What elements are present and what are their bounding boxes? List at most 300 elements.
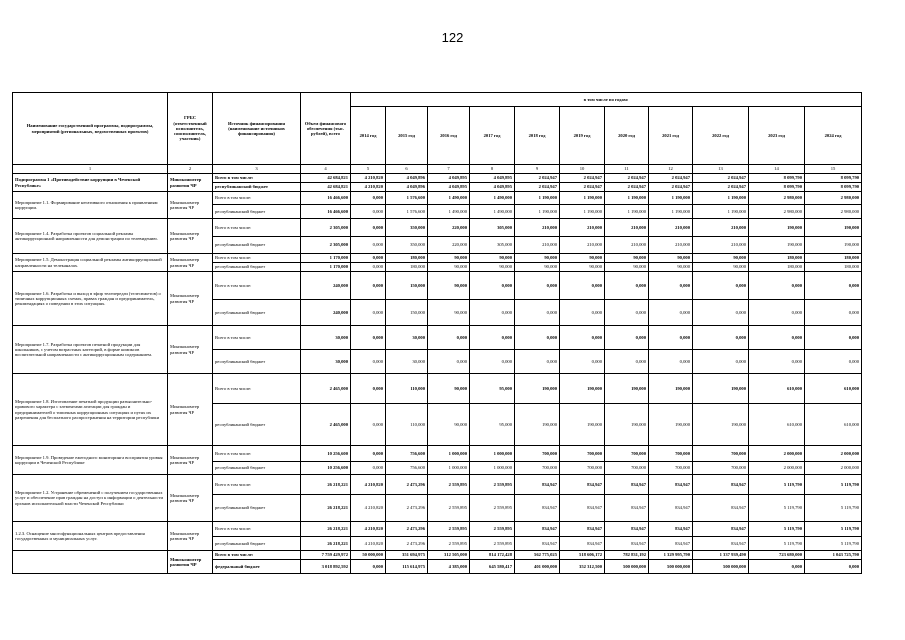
- header-years-group: в том числе по годам:: [351, 93, 862, 107]
- funding-source: Всего в том числе:: [213, 446, 301, 462]
- year-value-cell: 2 024,947: [693, 174, 749, 183]
- year-value-cell: 190,000: [605, 374, 649, 404]
- year-value-cell: 645 580,417: [470, 560, 515, 574]
- year-value-cell: 90,000: [560, 263, 605, 272]
- year-value-cell: 1 490,000: [428, 205, 470, 219]
- year-value-cell: 700,000: [515, 462, 560, 475]
- year-value-cell: 834,947: [605, 475, 649, 495]
- year-value-cell: 700,000: [560, 446, 605, 462]
- year-value-cell: 2 559,895: [470, 495, 515, 522]
- year-value-cell: 180,000: [386, 263, 428, 272]
- page-number: 122: [441, 30, 464, 45]
- year-value-cell: 834,947: [649, 475, 693, 495]
- year-value-cell: 0,000: [351, 237, 386, 254]
- year-value-cell: 180,000: [386, 254, 428, 263]
- year-value-cell: 190,000: [805, 237, 862, 254]
- year-value-cell: 1 000,000: [470, 446, 515, 462]
- year-value-cell: 180,000: [805, 263, 862, 272]
- measure-name: Мероприятие 1.2. Устранение обременений с получением государственных услуг и обеспечение прав граждан на доступ к информации о деятельности органов исполнительной власти Чеченской Республики: [13, 475, 168, 522]
- table-row: [13, 254, 862, 263]
- year-value-cell: 0,000: [351, 374, 386, 404]
- year-value-cell: 2 473,296: [386, 475, 428, 495]
- total-cell: 42 684,821: [301, 183, 351, 192]
- year-value-cell: 90,000: [649, 254, 693, 263]
- measure-name: 1.2.3. Оснащение многофункциональных центров предоставления государственных и муниципальных услуг.: [13, 522, 168, 551]
- grbs-cell: Минэкономтер развития ЧР: [168, 374, 213, 446]
- header-year: 2022 год: [693, 107, 749, 165]
- table-row: [13, 551, 862, 560]
- funding-source: Всего в том числе:: [213, 326, 301, 350]
- year-value-cell: 2 980,000: [805, 205, 862, 219]
- year-value-cell: 1 490,000: [428, 192, 470, 205]
- table-row: [13, 272, 862, 300]
- year-value-cell: 0,000: [805, 560, 862, 574]
- column-index: 12: [649, 165, 693, 174]
- table-row: [13, 475, 862, 495]
- year-value-cell: 2 980,000: [805, 192, 862, 205]
- year-value-cell: 0,000: [649, 272, 693, 300]
- year-value-cell: 2 559,895: [470, 522, 515, 537]
- year-value-cell: 90,000: [515, 254, 560, 263]
- year-value-cell: 90,000: [470, 254, 515, 263]
- year-value-cell: 834,947: [693, 495, 749, 522]
- year-value-cell: 0,000: [749, 350, 805, 374]
- year-value-cell: 700,000: [515, 446, 560, 462]
- measure-name: Мероприятие 1.4. Разработка проектов социальной рекламы антикоррупционной направленности для демонстрации по телевидению.: [13, 219, 168, 254]
- year-value-cell: 0,000: [749, 300, 805, 326]
- year-value-cell: 2 024,947: [515, 174, 560, 183]
- year-value-cell: 2 024,947: [560, 174, 605, 183]
- total-cell: 2 305,000: [301, 219, 351, 237]
- year-value-cell: 0,000: [470, 326, 515, 350]
- year-value-cell: 0,000: [351, 350, 386, 374]
- year-value-cell: 834,947: [605, 522, 649, 537]
- year-value-cell: 30,000: [386, 350, 428, 374]
- year-value-cell: 2 473,296: [386, 537, 428, 551]
- year-value-cell: 190,000: [560, 404, 605, 446]
- year-value-cell: 1 190,000: [693, 192, 749, 205]
- year-value-cell: 4 385,000: [428, 560, 470, 574]
- total-cell: 10 256,600: [301, 462, 351, 475]
- year-value-cell: 2 024,947: [605, 174, 649, 183]
- year-value-cell: 0,000: [515, 350, 560, 374]
- year-value-cell: 723 680,000: [749, 551, 805, 560]
- measure-name: Подпрограмма 1 «Противодействие коррупции в Чеченской Республике»: [13, 174, 168, 192]
- year-value-cell: 190,000: [649, 404, 693, 446]
- year-value-cell: 610,000: [805, 374, 862, 404]
- year-value-cell: 500 000,000: [605, 560, 649, 574]
- year-value-cell: 4 210,820: [351, 495, 386, 522]
- funding-source: Всего в том числе:: [213, 192, 301, 205]
- year-value-cell: 4 049,895: [470, 183, 515, 192]
- year-value-cell: 0,000: [749, 326, 805, 350]
- table-row: [13, 174, 862, 183]
- year-value-cell: 350,000: [386, 219, 428, 237]
- year-value-cell: 518 606,172: [560, 551, 605, 560]
- measure-name: [13, 551, 168, 574]
- year-value-cell: 700,000: [693, 462, 749, 475]
- year-value-cell: 834,947: [649, 495, 693, 522]
- year-value-cell: 5 119,790: [749, 537, 805, 551]
- year-value-cell: 0,000: [649, 326, 693, 350]
- year-value-cell: 2 024,947: [649, 183, 693, 192]
- grbs-cell: Минэкономтер развития ЧР: [168, 446, 213, 475]
- grbs-cell: Минэкономтер развития ЧР: [168, 272, 213, 326]
- year-value-cell: 190,000: [693, 404, 749, 446]
- year-value-cell: 834,947: [649, 522, 693, 537]
- year-value-cell: 190,000: [515, 374, 560, 404]
- year-value-cell: 1 190,000: [649, 192, 693, 205]
- funding-source: республиканский бюджет: [213, 495, 301, 522]
- year-value-cell: 401 000,000: [515, 560, 560, 574]
- year-value-cell: 4 210,820: [351, 183, 386, 192]
- year-value-cell: 2 000,000: [805, 446, 862, 462]
- year-value-cell: 0,000: [351, 205, 386, 219]
- header-grbs: ГРБС (ответственный исполнитель, соисполнитель, участник): [168, 93, 213, 165]
- year-value-cell: 210,000: [515, 219, 560, 237]
- year-value-cell: 210,000: [649, 219, 693, 237]
- funding-source: республиканский бюджет: [213, 300, 301, 326]
- header-year: 2017 год: [470, 107, 515, 165]
- year-value-cell: 5 119,790: [749, 495, 805, 522]
- year-value-cell: 0,000: [515, 272, 560, 300]
- year-value-cell: 190,000: [515, 404, 560, 446]
- year-value-cell: 0,000: [560, 272, 605, 300]
- year-value-cell: 1 576,600: [386, 205, 428, 219]
- funding-source: Всего в том числе:: [213, 475, 301, 495]
- year-value-cell: 0,000: [351, 560, 386, 574]
- funding-source: республиканский бюджет: [213, 404, 301, 446]
- year-value-cell: 0,000: [351, 404, 386, 446]
- year-value-cell: 2 024,947: [515, 183, 560, 192]
- year-value-cell: 1 190,000: [693, 205, 749, 219]
- year-value-cell: 4 049,895: [470, 174, 515, 183]
- year-value-cell: 0,000: [605, 350, 649, 374]
- total-cell: 10 256,600: [301, 446, 351, 462]
- measure-name: Мероприятие 1.7. Разработка проектов печатной продукции для школьников, с учетом возрастных категорий, в форме комиксов воспитательной направленности с антикоррупционным содержанием.: [13, 326, 168, 374]
- year-value-cell: 8 099,790: [805, 174, 862, 183]
- year-value-cell: 2 024,947: [649, 174, 693, 183]
- column-index: 14: [749, 165, 805, 174]
- header-year: 2018 год: [515, 107, 560, 165]
- year-value-cell: 1 190,000: [560, 192, 605, 205]
- grbs-cell: Минэкономтер развития ЧР: [168, 551, 213, 574]
- year-value-cell: 0,000: [749, 272, 805, 300]
- year-value-cell: 2 559,895: [428, 537, 470, 551]
- year-value-cell: 90,000: [560, 254, 605, 263]
- year-value-cell: 4 049,896: [386, 174, 428, 183]
- year-value-cell: 610,000: [749, 374, 805, 404]
- year-value-cell: 110,000: [386, 374, 428, 404]
- funding-source: республиканский бюджет: [213, 205, 301, 219]
- funding-source: республиканский бюджет: [213, 237, 301, 254]
- year-value-cell: 1 576,600: [386, 192, 428, 205]
- header-source: Источник финансирования (наименование источников финансирования): [213, 93, 301, 165]
- year-value-cell: 190,000: [560, 374, 605, 404]
- year-value-cell: 210,000: [649, 237, 693, 254]
- year-value-cell: 2 024,947: [605, 183, 649, 192]
- year-value-cell: 4 049,895: [428, 174, 470, 183]
- year-value-cell: 115 614,975: [386, 560, 428, 574]
- year-value-cell: 90,000: [693, 254, 749, 263]
- year-value-cell: 834,947: [515, 475, 560, 495]
- year-value-cell: 150,000: [386, 300, 428, 326]
- year-value-cell: 220,000: [428, 219, 470, 237]
- column-index: 6: [386, 165, 428, 174]
- year-value-cell: 95,000: [470, 374, 515, 404]
- year-value-cell: 0,000: [428, 350, 470, 374]
- total-cell: 26 218,221: [301, 537, 351, 551]
- column-index: 3: [213, 165, 301, 174]
- measure-name: Мероприятие 1.1. Формирование негативного отношения к проявлениям коррупции.: [13, 192, 168, 219]
- year-value-cell: 834,947: [693, 475, 749, 495]
- year-value-cell: 0,000: [470, 300, 515, 326]
- year-value-cell: 782 831,192: [605, 551, 649, 560]
- table-row: [13, 326, 862, 350]
- total-cell: 16 466,600: [301, 192, 351, 205]
- column-index: 15: [805, 165, 862, 174]
- year-value-cell: 2 024,947: [560, 183, 605, 192]
- year-value-cell: 1 000,000: [428, 462, 470, 475]
- funding-source: федеральный бюджет: [213, 560, 301, 574]
- year-value-cell: 190,000: [649, 374, 693, 404]
- funding-source: Всего в том числе:: [213, 219, 301, 237]
- table-row: [13, 192, 862, 205]
- grbs-cell: Минэкономтер развития ЧР: [168, 174, 213, 192]
- year-value-cell: 2 024,947: [693, 183, 749, 192]
- year-value-cell: 95,000: [470, 404, 515, 446]
- year-value-cell: 700,000: [605, 446, 649, 462]
- table-row: [13, 219, 862, 237]
- year-value-cell: 180,000: [749, 254, 805, 263]
- funding-source: Всего в том числе:: [213, 174, 301, 183]
- year-value-cell: 4 210,820: [351, 522, 386, 537]
- funding-source: республиканский бюджет: [213, 462, 301, 475]
- year-value-cell: 834,947: [560, 522, 605, 537]
- year-value-cell: 210,000: [693, 237, 749, 254]
- column-index: 13: [693, 165, 749, 174]
- year-value-cell: 5 119,790: [805, 475, 862, 495]
- year-value-cell: 0,000: [805, 350, 862, 374]
- year-value-cell: 0,000: [693, 326, 749, 350]
- header-year: 2024 год: [805, 107, 862, 165]
- header-year: 2019 год: [560, 107, 605, 165]
- header-total: Объем финансового обеспечения (тыс. рублей), всего: [301, 93, 351, 165]
- year-value-cell: 210,000: [515, 237, 560, 254]
- year-value-cell: 0,000: [351, 272, 386, 300]
- year-value-cell: 1 490,000: [470, 205, 515, 219]
- year-value-cell: 500 000,000: [693, 560, 749, 574]
- year-value-cell: 305,000: [470, 237, 515, 254]
- year-value-cell: 834,947: [515, 537, 560, 551]
- year-value-cell: 90,000: [428, 374, 470, 404]
- year-value-cell: 150,000: [386, 272, 428, 300]
- year-value-cell: 210,000: [693, 219, 749, 237]
- year-value-cell: 0,000: [693, 272, 749, 300]
- year-value-cell: 0,000: [351, 300, 386, 326]
- year-value-cell: 700,000: [693, 446, 749, 462]
- total-cell: 2 465,000: [301, 404, 351, 446]
- header-year: 2021 год: [649, 107, 693, 165]
- grbs-cell: Минэкономтер развития ЧР: [168, 475, 213, 522]
- year-value-cell: 0,000: [351, 192, 386, 205]
- year-value-cell: 700,000: [605, 462, 649, 475]
- column-index: 1: [13, 165, 168, 174]
- year-value-cell: 0,000: [560, 350, 605, 374]
- year-value-cell: 2 559,895: [470, 537, 515, 551]
- year-value-cell: 190,000: [693, 374, 749, 404]
- year-value-cell: 220,000: [428, 237, 470, 254]
- column-index: 8: [470, 165, 515, 174]
- year-value-cell: 2 559,895: [428, 495, 470, 522]
- measure-name: Мероприятие 1.8. Изготовление печатной продукции разъяснительно-правового характера с элементами агитации для граждан и предпринимателей о типичных коррупционных ситуациях и путях их разрешения для бесплатного распространения на территории республики: [13, 374, 168, 446]
- year-value-cell: 0,000: [351, 263, 386, 272]
- year-value-cell: 1 190,000: [649, 205, 693, 219]
- year-value-cell: 756,600: [386, 446, 428, 462]
- year-value-cell: 756,600: [386, 462, 428, 475]
- year-value-cell: 5 119,790: [749, 522, 805, 537]
- year-value-cell: 90,000: [470, 263, 515, 272]
- year-value-cell: 350,000: [386, 237, 428, 254]
- header-name: Наименование государственной программы, подпрограммы, мероприятий (региональных, ведомственных проектов): [13, 93, 168, 165]
- year-value-cell: 834,947: [605, 495, 649, 522]
- year-value-cell: 190,000: [805, 219, 862, 237]
- total-cell: 3 018 892,592: [301, 560, 351, 574]
- year-value-cell: 180,000: [805, 254, 862, 263]
- year-value-cell: 2 559,895: [470, 475, 515, 495]
- grbs-cell: Минэкономтер развития ЧР: [168, 219, 213, 254]
- year-value-cell: 0,000: [605, 326, 649, 350]
- measure-name: Мероприятие 1.5. Демонстрация социальной рекламы антикоррупционной направленности на телеканалах.: [13, 254, 168, 272]
- year-value-cell: 700,000: [560, 462, 605, 475]
- table-row: [13, 522, 862, 537]
- column-index: 2: [168, 165, 213, 174]
- year-value-cell: 1 190,000: [605, 205, 649, 219]
- total-cell: 240,000: [301, 272, 351, 300]
- year-value-cell: 90,000: [428, 404, 470, 446]
- year-value-cell: 5 119,790: [749, 475, 805, 495]
- budget-table: [12, 92, 862, 574]
- year-value-cell: 1 190,000: [515, 192, 560, 205]
- year-value-cell: 180,000: [749, 263, 805, 272]
- year-value-cell: 610,000: [749, 404, 805, 446]
- year-value-cell: 834,947: [693, 537, 749, 551]
- header-year: 2015 год: [386, 107, 428, 165]
- year-value-cell: 2 000,000: [749, 446, 805, 462]
- year-value-cell: 834,947: [693, 522, 749, 537]
- year-value-cell: 2 000,000: [805, 462, 862, 475]
- total-cell: 1 170,000: [301, 254, 351, 263]
- grbs-cell: Минэкономтер развития ЧР: [168, 326, 213, 374]
- total-cell: 26 218,221: [301, 495, 351, 522]
- year-value-cell: 312 505,000: [428, 551, 470, 560]
- year-value-cell: 834,947: [560, 537, 605, 551]
- year-value-cell: 700,000: [649, 446, 693, 462]
- year-value-cell: 0,000: [515, 300, 560, 326]
- year-value-cell: 500 000,000: [649, 560, 693, 574]
- year-value-cell: 0,000: [470, 350, 515, 374]
- total-cell: 2 465,000: [301, 374, 351, 404]
- year-value-cell: 0,000: [805, 272, 862, 300]
- year-value-cell: 0,000: [351, 462, 386, 475]
- table-row: [13, 446, 862, 462]
- year-value-cell: 1 000,000: [428, 446, 470, 462]
- funding-source: Всего в том числе:: [213, 374, 301, 404]
- year-value-cell: 90,000: [428, 254, 470, 263]
- year-value-cell: 5 119,790: [805, 495, 862, 522]
- column-index: 7: [428, 165, 470, 174]
- year-value-cell: 190,000: [749, 219, 805, 237]
- header-year: 2016 год: [428, 107, 470, 165]
- year-value-cell: 834,947: [560, 475, 605, 495]
- column-index: 9: [515, 165, 560, 174]
- funding-source: Всего в том числе:: [213, 272, 301, 300]
- year-value-cell: 90,000: [428, 272, 470, 300]
- year-value-cell: 8 099,790: [805, 183, 862, 192]
- year-value-cell: 90,000: [428, 263, 470, 272]
- measure-name: Мероприятие 1.6. Разработка и выход в эфир телепередач (телесюжетов) о типичных коррупционных схемах, правах граждан и предприниматель, рекомендациях о поведении в этих ситуациях.: [13, 272, 168, 326]
- year-value-cell: 0,000: [428, 326, 470, 350]
- year-value-cell: 834,947: [515, 522, 560, 537]
- year-value-cell: 1 490,000: [470, 192, 515, 205]
- total-cell: 42 684,821: [301, 174, 351, 183]
- year-value-cell: 50 000,000: [351, 551, 386, 560]
- year-value-cell: 2 980,000: [749, 205, 805, 219]
- year-value-cell: 210,000: [605, 219, 649, 237]
- total-cell: 16 466,600: [301, 205, 351, 219]
- funding-source: республиканский бюджет: [213, 537, 301, 551]
- year-value-cell: 834,947: [560, 495, 605, 522]
- year-value-cell: 210,000: [560, 237, 605, 254]
- year-value-cell: 0,000: [693, 300, 749, 326]
- year-value-cell: 190,000: [605, 404, 649, 446]
- total-cell: 1 170,000: [301, 263, 351, 272]
- year-value-cell: 0,000: [560, 326, 605, 350]
- year-value-cell: 351 694,975: [386, 551, 428, 560]
- year-value-cell: 0,000: [649, 300, 693, 326]
- year-value-cell: 8 099,790: [749, 183, 805, 192]
- year-value-cell: 834,947: [515, 495, 560, 522]
- year-value-cell: 90,000: [515, 263, 560, 272]
- year-value-cell: 1 329 995,790: [649, 551, 693, 560]
- year-value-cell: 90,000: [649, 263, 693, 272]
- year-value-cell: 610,000: [805, 404, 862, 446]
- year-value-cell: 2 980,000: [749, 192, 805, 205]
- total-cell: 26 218,221: [301, 522, 351, 537]
- year-value-cell: 2 559,895: [428, 522, 470, 537]
- column-index: 10: [560, 165, 605, 174]
- year-value-cell: 834,947: [649, 537, 693, 551]
- year-value-cell: 0,000: [805, 326, 862, 350]
- year-value-cell: 0,000: [351, 219, 386, 237]
- year-value-cell: 30,000: [386, 326, 428, 350]
- year-value-cell: 210,000: [560, 219, 605, 237]
- year-value-cell: 305,000: [470, 219, 515, 237]
- year-value-cell: 0,000: [351, 254, 386, 263]
- year-value-cell: 0,000: [515, 326, 560, 350]
- total-cell: 240,000: [301, 300, 351, 326]
- year-value-cell: 1 337 939,490: [693, 551, 749, 560]
- year-value-cell: 814 172,428: [470, 551, 515, 560]
- year-value-cell: 1 043 725,790: [805, 551, 862, 560]
- year-value-cell: 562 775,025: [515, 551, 560, 560]
- year-value-cell: 1 190,000: [560, 205, 605, 219]
- total-cell: 30,000: [301, 350, 351, 374]
- year-value-cell: 1 190,000: [515, 205, 560, 219]
- funding-source: Всего в том числе:: [213, 522, 301, 537]
- header-year: 2023 год: [749, 107, 805, 165]
- column-index: 4: [301, 165, 351, 174]
